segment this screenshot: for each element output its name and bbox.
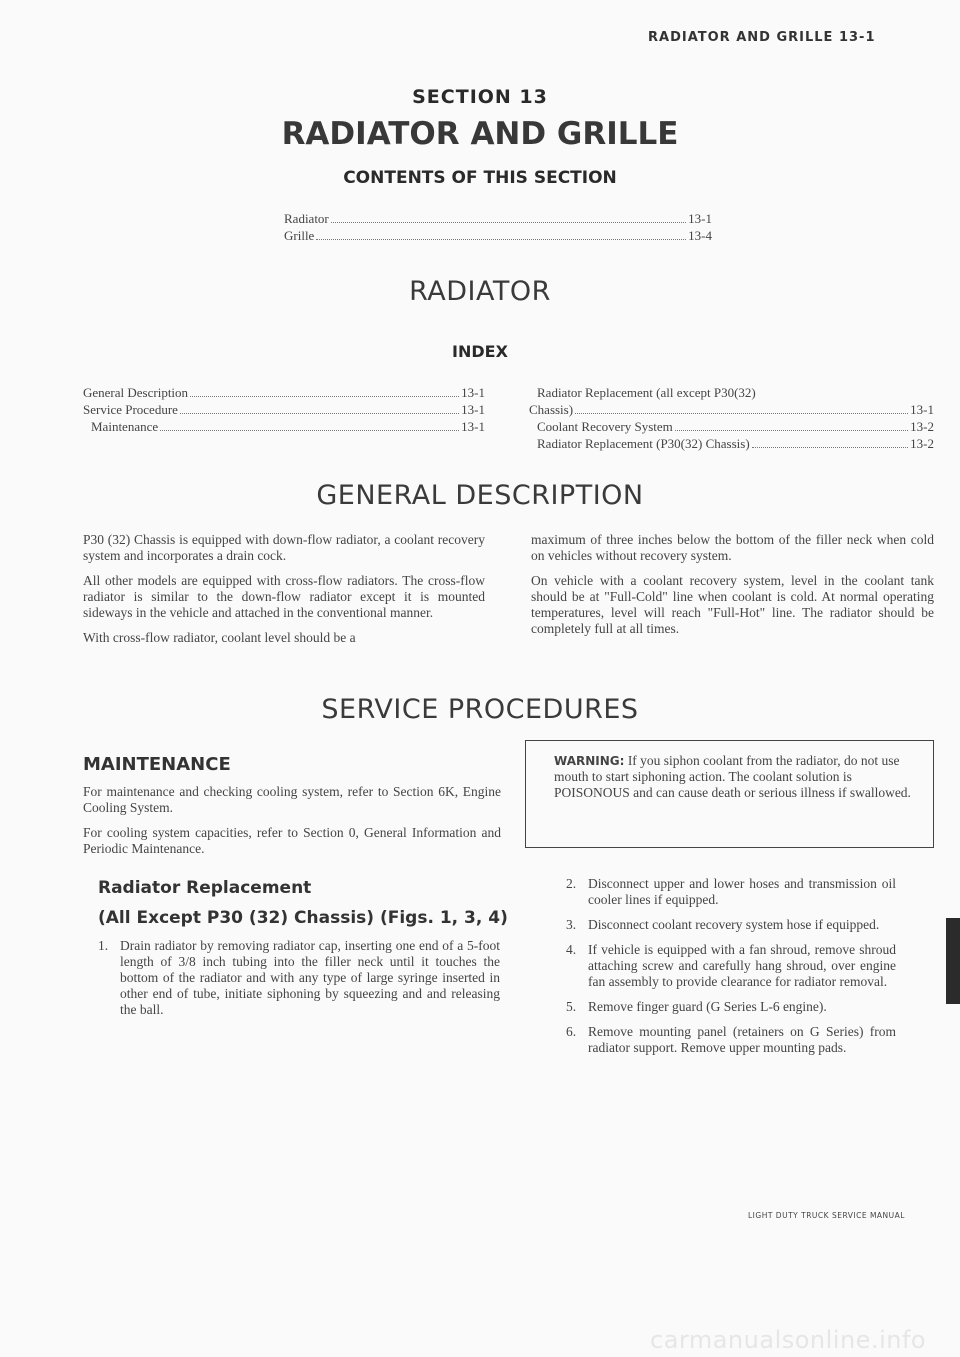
replacement-heading: Radiator Replacement bbox=[98, 878, 312, 898]
contents-entry[interactable] bbox=[284, 228, 712, 244]
dot-leader bbox=[316, 239, 686, 240]
step-item bbox=[566, 1024, 896, 1056]
contents-entry-label: Grille bbox=[284, 228, 315, 243]
replacement-subheading: (All Except P30 (32) Chassis) (Figs. 1, 3, 4) bbox=[98, 908, 508, 928]
warning-label: WARNING: bbox=[554, 754, 625, 768]
index-heading: INDEX bbox=[452, 342, 508, 361]
index-entry-label: Maintenance bbox=[91, 419, 159, 434]
steps-right bbox=[566, 876, 896, 1065]
index-entry-label: Radiator Replacement (P30(32) Chassis) bbox=[537, 436, 750, 451]
index-entry-page: 13-1 bbox=[461, 385, 485, 400]
dot-leader bbox=[180, 413, 459, 414]
index-entry[interactable] bbox=[83, 402, 485, 418]
step-text: Remove finger guard (G Series L-6 engine). bbox=[588, 999, 827, 1014]
step-item bbox=[566, 942, 896, 990]
contents-entry-label: Radiator bbox=[284, 211, 329, 226]
index-entry[interactable] bbox=[529, 402, 934, 418]
step-number: 1. bbox=[98, 938, 109, 953]
index-entry-label: Coolant Recovery System bbox=[537, 419, 673, 434]
dot-leader bbox=[752, 447, 909, 448]
warning-box bbox=[525, 740, 934, 848]
step-number: 5. bbox=[566, 999, 577, 1014]
index-right-column bbox=[529, 385, 934, 452]
paragraph: All other models are equipped with cross-flow radiators. The cross-flow radiator is similar to the down-flow radiator except it is mounted sideways in the vehicle and attached in the conventional manner. bbox=[83, 573, 485, 620]
step-text: Disconnect upper and lower hoses and transmission oil cooler lines if equipped. bbox=[588, 876, 896, 907]
watermark: carmanualsonline.info bbox=[650, 1326, 927, 1354]
step-number: 6. bbox=[566, 1024, 577, 1039]
paragraph: maximum of three inches below the bottom of the filler neck when cold on vehicles without recovery system. bbox=[531, 532, 934, 563]
index-entry-label: General Description bbox=[83, 385, 189, 400]
step-text: Disconnect coolant recovery system hose if equipped. bbox=[588, 917, 880, 932]
service-procedures-heading: SERVICE PROCEDURES bbox=[321, 694, 639, 725]
radiator-heading: RADIATOR bbox=[409, 276, 551, 307]
step-text: Remove mounting panel (retainers on G Series) from radiator support. Remove upper mounting pads. bbox=[588, 1024, 896, 1055]
paragraph: With cross-flow radiator, coolant level should be a bbox=[83, 630, 356, 645]
warning-body: If you siphon coolant from the radiator, do not use mouth to start siphoning action. The coolant solution is POISONOUS and can cause death or serious illness if swallowed. bbox=[554, 753, 911, 800]
index-entry[interactable] bbox=[83, 385, 485, 401]
step-item bbox=[98, 938, 500, 1018]
steps-left bbox=[98, 938, 500, 1027]
step-number: 4. bbox=[566, 942, 577, 957]
index-entry-first-line: Radiator Replacement (all except P30(32) bbox=[537, 385, 756, 400]
index-left-column bbox=[83, 385, 485, 435]
step-item bbox=[566, 876, 896, 908]
index-entry-page: 13-1 bbox=[461, 419, 485, 434]
contents-list bbox=[284, 211, 712, 244]
dot-leader bbox=[575, 413, 908, 414]
running-head: RADIATOR AND GRILLE 13-1 bbox=[648, 30, 876, 45]
dot-leader bbox=[675, 430, 908, 431]
step-text: Drain radiator by removing radiator cap, inserting one end of a 5-foot length of 3/8 inch tubing into the filler neck until it touches the bottom of the radiator and with any type of large syringe inserted in other end of tube, initiate siphoning by squeezing and and releasing the ball. bbox=[120, 938, 500, 1017]
paragraph: P30 (32) Chassis is equipped with down-flow radiator, a coolant recovery system and incorporates a drain cock. bbox=[83, 532, 485, 563]
section-tab-marker bbox=[946, 918, 960, 1004]
general-description-heading: GENERAL DESCRIPTION bbox=[316, 480, 644, 511]
step-item bbox=[566, 917, 896, 933]
dot-leader bbox=[331, 222, 686, 223]
footer-manual-title: LIGHT DUTY TRUCK SERVICE MANUAL bbox=[748, 1211, 905, 1220]
warning-text bbox=[554, 753, 913, 801]
contents-entry-page: 13-4 bbox=[688, 228, 712, 243]
general-description-left bbox=[83, 532, 485, 655]
contents-entry[interactable] bbox=[284, 211, 712, 227]
dot-leader bbox=[190, 396, 459, 397]
index-entry[interactable] bbox=[83, 419, 485, 435]
index-entry[interactable] bbox=[529, 436, 934, 452]
index-entry-label: Service Procedure bbox=[83, 402, 178, 417]
index-entry-label: Chassis) bbox=[529, 402, 574, 417]
maintenance-heading: MAINTENANCE bbox=[83, 754, 231, 775]
step-number: 2. bbox=[566, 876, 577, 891]
general-description-right bbox=[531, 532, 934, 646]
section-title: RADIATOR AND GRILLE bbox=[281, 116, 679, 152]
maintenance-text bbox=[83, 784, 501, 866]
index-entry-page: 13-1 bbox=[461, 402, 485, 417]
step-text: If vehicle is equipped with a fan shroud, remove shroud attaching screw and carefully hang shroud, over engine fan assembly to provide clearance for radiator removal. bbox=[588, 942, 896, 989]
paragraph: On vehicle with a coolant recovery system, level in the coolant tank should be at "Full-Cold" line when coolant is cold. At normal operating temperatures, level will reach "Full-Hot" line. The radiator should be completely full at all times. bbox=[531, 573, 934, 636]
contents-heading: CONTENTS OF THIS SECTION bbox=[343, 168, 617, 188]
index-entry-page: 13-2 bbox=[910, 436, 934, 451]
step-number: 3. bbox=[566, 917, 577, 932]
paragraph: For cooling system capacities, refer to Section 0, General Information and Periodic Maintenance. bbox=[83, 825, 501, 856]
dot-leader bbox=[160, 430, 459, 431]
step-item bbox=[566, 999, 896, 1015]
index-entry-page: 13-1 bbox=[910, 402, 934, 417]
contents-entry-page: 13-1 bbox=[688, 211, 712, 226]
paragraph: For maintenance and checking cooling system, refer to Section 6K, Engine Cooling System. bbox=[83, 784, 501, 815]
index-entry[interactable] bbox=[529, 419, 934, 435]
section-number: SECTION 13 bbox=[412, 86, 548, 108]
index-entry-page: 13-2 bbox=[910, 419, 934, 434]
